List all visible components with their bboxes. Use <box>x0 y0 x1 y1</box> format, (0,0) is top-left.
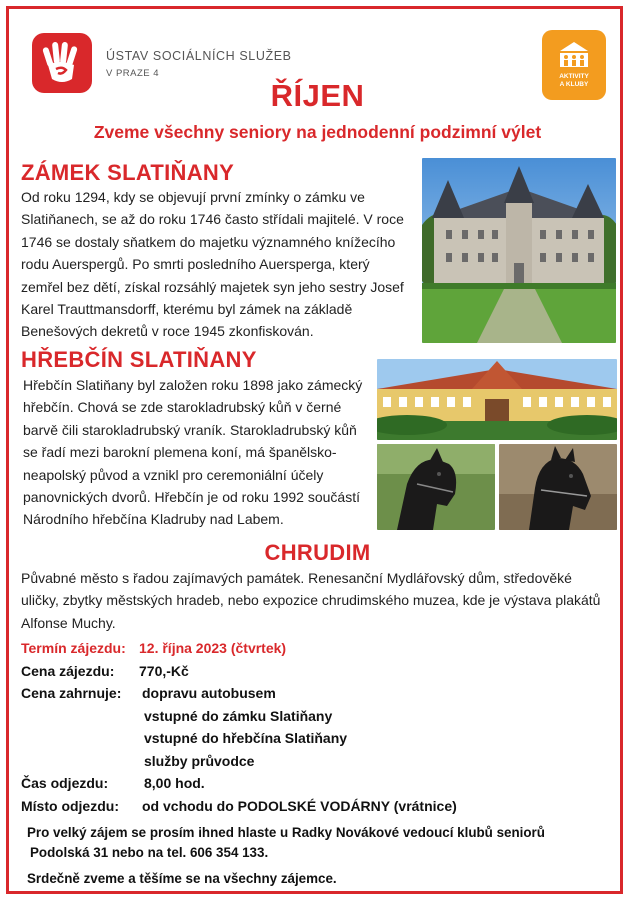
term-value: 12. října 2023 (čtvrtek) <box>139 640 287 656</box>
departure-place-value: od vchodu do PODOLSKÉ VODÁRNY (vrátnice) <box>142 798 457 814</box>
text-line: Od roku 1294, kdy se objevují první zmínky o zámku ve <box>21 189 365 205</box>
trip-subtitle: Zveme všechny seniory na jednodenní podzimní výlet <box>93 122 542 142</box>
month-title: ŘÍJEN <box>270 78 365 113</box>
text-line: barvě čili starokladrubský vraník. Starokladrubský kůň <box>23 421 357 438</box>
section-title-hrebcin: HŘEBČÍN SLATIŇANY <box>21 347 257 372</box>
price-label: Cena zájezdu: <box>21 663 115 679</box>
includes-item: dopravu autobusem <box>142 685 276 701</box>
text-line: Půvabné město s řadou zajímavých památek. Renesanční Mydlářovský dům, středověké <box>21 570 572 586</box>
text-line: zemřel bez dětí, získal rozsáhlý majetek syn jeho sestry Josef <box>21 278 404 295</box>
contact-line: Pro velký zájem se prosím ihned hlaste u Radky Novákové vedoucí klubů seniorů <box>27 825 545 840</box>
text-line: rodu Auerspergů. Po smrti posledního Auersperga, který <box>21 256 370 273</box>
text-line: Národního hřebčína Kladruby nad Labem. <box>23 511 284 528</box>
includes-label: Cena zahrnuje: <box>21 685 122 701</box>
departure-time-value: 8,00 hod. <box>144 775 205 791</box>
text-line: neapolský původ a vznikl pro ceremoniální účely <box>23 466 324 483</box>
section-title-zamek: ZÁMEK SLATIŇANY <box>21 160 235 185</box>
departure-time-label: Čas odjezdu: <box>21 775 109 791</box>
organization-name: ÚSTAV SOCIÁLNÍCH SLUŽEB <box>106 49 292 63</box>
horse-photo-right <box>499 444 617 530</box>
text-line: Hřebčín Slatiňany byl založen roku 1898 jako zámecký <box>23 377 363 393</box>
badge-line-1: AKTIVITY <box>559 73 589 80</box>
text-line: Benešových dekretů v roce 1945 zkonfiskován. <box>21 323 314 340</box>
organization-location: V PRAZE 4 <box>106 68 160 79</box>
text-line: 1746 se dostaly sňatkem do majetku významného knížecího <box>21 233 396 250</box>
includes-item: služby průvodce <box>144 753 255 769</box>
price-value: 770,-Kč <box>139 663 189 679</box>
section-text-hrebcin <box>23 374 373 531</box>
departure-place-label: Místo odjezdu: <box>21 798 119 814</box>
text-line: uličky, zbytky městských hradeb, nebo expozice chrudimského muzea, kde je výstava plakátů <box>21 592 601 609</box>
text-line: Slatiňanech, se až do roku 1746 často střídali majitelé. V roce <box>21 211 404 228</box>
includes-item: vstupné do hřebčína Slatiňany <box>144 730 348 746</box>
section-text-zamek <box>21 186 416 343</box>
contact-note <box>27 823 617 863</box>
includes-item: vstupné do zámku Slatiňany <box>144 708 333 724</box>
text-line: Alfonse Muchy. <box>21 614 116 631</box>
contact-line: Podolská 31 nebo na tel. 606 354 133. <box>30 845 269 860</box>
stud-farm-building-photo <box>377 359 617 440</box>
text-line: hřebčín. Chová se zde starokladrubský kůň v černé <box>23 399 342 416</box>
text-line: se řadí mezi barokní plemena koní, má španělsko- <box>23 444 337 461</box>
people-group-icon <box>542 36 606 76</box>
section-title-chrudim: CHRUDIM <box>264 540 371 565</box>
term-label: Termín zájezdu: <box>21 640 126 656</box>
horse-photo-left <box>377 444 495 530</box>
section-text-chrudim <box>21 567 621 634</box>
text-line: panovnických dvorů. Hřebčín je od roku 1992 součástí <box>23 489 360 506</box>
castle-photo <box>422 158 616 343</box>
text-line: Karel Trauttmansdorff, kterému byl zámek na základě <box>21 301 353 318</box>
badge-line-2: A KLUBY <box>559 81 589 88</box>
invitation-note: Srdečně zveme a těšíme se na všechny zájemce. <box>27 871 337 886</box>
